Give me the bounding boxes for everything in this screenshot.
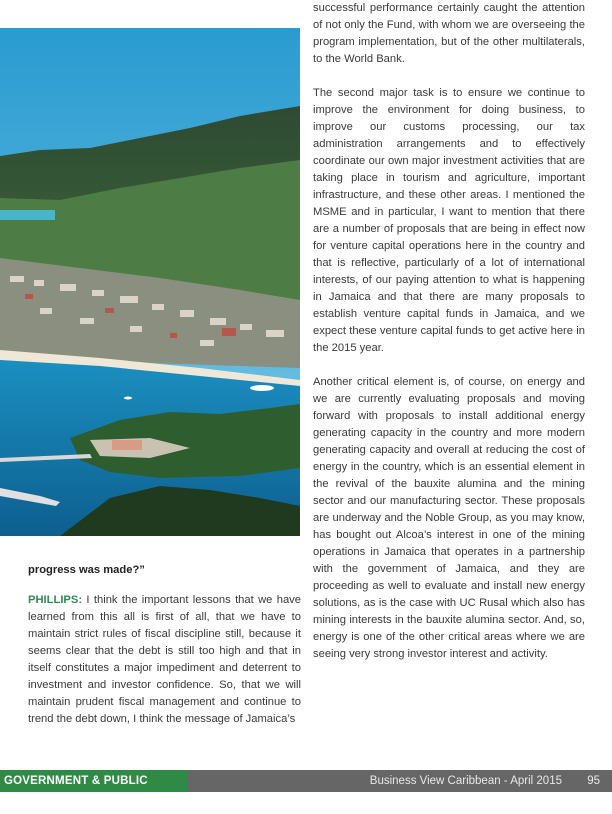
publication-name: Business View Caribbean - April 2015 (369, 775, 562, 787)
answer-paragraph (28, 592, 301, 728)
section-tag: GOVERNMENT & PUBLIC SECTORS (0, 770, 188, 792)
coastline-photo-illustration (0, 28, 300, 536)
body-paragraph: The second major task is to ensure we continue to improve the environment for doing business, to improve our customs processing, our tax administration arrangements and to effectively coordinate our own major investment activities that are taking place in tourism and agriculture, important infrastructure, and these other areas. I mentioned the MSME and in particular, I want to mention that there are a number of proposals that are being in effect now for venture capital operations here in the country and that is reflective, particularly of a lot of international interests, of our paying attention to what is happening in Jamaica and that there are many proposals to establish venture capital funds in Jamaica, and we expect these venture capital funds to get active here in the 2015 year. (313, 87, 585, 354)
lead-question-text: progress was made?” (28, 564, 145, 576)
coastline-photo (0, 28, 300, 536)
right-column (313, 0, 585, 680)
footer-bar (0, 770, 612, 809)
lead-question (28, 562, 301, 579)
left-column (28, 562, 301, 741)
answer-text: I think the important lessons that we have learned from this all is first of all, that we have to maintain strict rules of fiscal discipline still, because it seems clear that the debt is still too high and that in itself constitutes a major impediment and deterrent to investment and investor confidence. So, that we will maintain prudent fiscal management and continue to trend the debt down, I think the message of Jamaica’s (28, 594, 301, 725)
body-paragraph: Another critical element is, of course, on energy and we are currently evaluating proposals and moving forward with proposals to install additional energy generating capacity in the country and more modern generating capacity and overall at reducing the cost of energy in the country, which is an essential element in the revival of the bauxite alumina and the mining sector and our manufacturing sector. These proposals are underway and the Noble Group, as you may know, has bought out Alcoa’s interest in one of the mining operations in Jamaica that operates in a partnership with the government of Jamaica, and they are proceeding as well to evaluate and install new energy solutions, as is the case with UC Rusal which also has mining interests in the bauxite alumina sector. And, so, energy is one of the other critical areas where we are seeing very strong investor interest and activity. (313, 376, 585, 660)
body-paragraph: successful performance certainly caught the attention of not only the Fund, with whom we are overseeing the program implementation, but of the other multilaterals, to the World Bank. (313, 2, 585, 65)
speaker-name: PHILLIPS: (28, 594, 83, 606)
page-number: 95 (587, 775, 600, 787)
